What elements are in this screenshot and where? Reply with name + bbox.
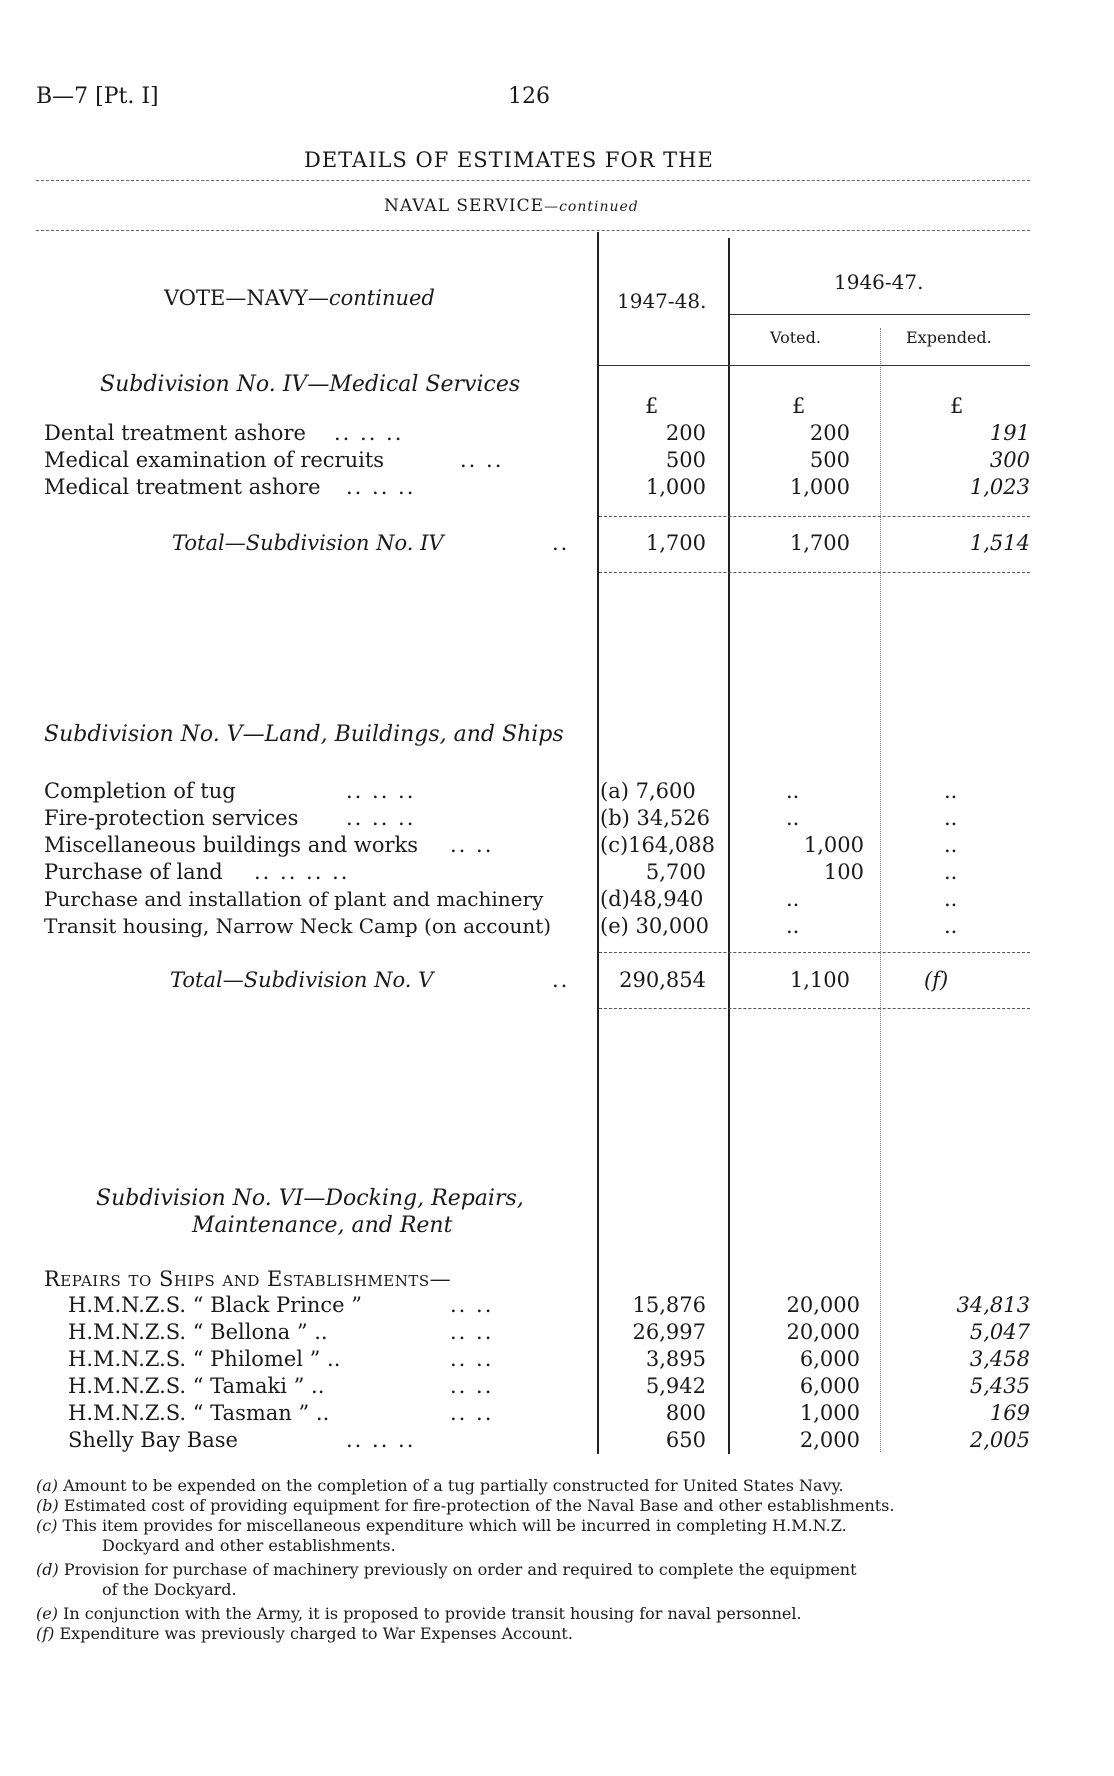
currency-voted: £ [792,394,806,418]
column-rule-expended [880,328,881,1452]
value-1947: 200 [665,421,706,445]
value-1947: 3,895 [645,1347,706,1371]
value-expended: 300 [989,448,1030,472]
row-label: Dental treatment ashore [44,421,306,445]
row-label: Transit housing, Narrow Neck Camp (on account) [44,914,552,938]
title-rule [36,180,1030,181]
value-1947: 800 [665,1401,706,1425]
subtitle-rule [36,230,1030,231]
value-1947: 500 [665,448,706,472]
sub5-heading: Subdivision No. V—Land, Buildings, and Ships [44,722,564,747]
value-expended: 34,813 [956,1293,1030,1317]
total-voted: 1,100 [789,968,850,992]
row-label: Shelly Bay Base [68,1428,238,1452]
value-voted: .. [786,779,800,803]
value-voted: 1,000 [803,833,864,857]
row-leader: .. .. .. [346,806,416,830]
value-expended: .. [944,806,958,830]
footnote-a: (a) Amount to be expended on the completion of a tug partially constructed for United States Navy. [36,1476,844,1495]
footnote-c-cont: Dockyard and other establishments. [102,1536,396,1555]
row-label: Completion of tug [44,779,236,803]
row-label: Purchase of land [44,860,223,884]
value-1947: 5,700 [645,860,706,884]
row-label: Purchase and installation of plant and machinery [44,887,544,911]
value-1947: (d)48,940 [600,887,704,911]
row-leader: .. [552,531,570,555]
total-label: Total—Subdivision No. IV [172,531,444,555]
row-leader: .. .. [450,1401,494,1425]
col-heading-expended: Expended. [906,328,992,347]
value-1947: (a) 7,600 [600,779,696,803]
value-voted: .. [786,806,800,830]
value-voted: 2,000 [799,1428,860,1452]
row-leader: .. .. [460,448,504,472]
footnote-f: (f) Expenditure was previously charged to War Expenses Account. [36,1624,573,1643]
value-expended: 3,458 [969,1347,1030,1371]
value-1947: 1,000 [645,475,706,499]
row-leader: .. .. .. [334,421,404,445]
row-leader: .. .. .. [346,1428,416,1452]
currency-1947: £ [645,394,659,418]
total-label: Total—Subdivision No. V [170,968,434,992]
row-leader: .. .. [450,1374,494,1398]
value-1947: 26,997 [632,1320,706,1344]
header-rule-1946 [730,314,1030,315]
value-1947: 5,942 [645,1374,706,1398]
value-voted: 1,000 [799,1401,860,1425]
header-rule [599,365,1030,366]
row-label: H.M.N.Z.S. “ Philomel ” .. [68,1347,341,1371]
total-1947: 1,700 [645,531,706,555]
row-label: Medical treatment ashore [44,475,321,499]
vote-heading: VOTE—NAVY—continued [164,286,435,310]
value-1947: (c)164,088 [600,833,715,857]
value-1947: 650 [665,1428,706,1452]
value-voted: .. [786,914,800,938]
value-voted: 20,000 [786,1293,860,1317]
value-voted: .. [786,887,800,911]
page-number: 126 [508,84,550,109]
footnote-b: (b) Estimated cost of providing equipment for fire-protection of the Naval Base and other establishments. [36,1496,895,1515]
value-1947: 15,876 [632,1293,706,1317]
value-expended: 5,435 [969,1374,1030,1398]
footnote-d-cont: of the Dockyard. [102,1580,237,1599]
sub5-total-rule [599,952,1030,953]
value-1947: (b) 34,526 [600,806,710,830]
value-expended: .. [944,860,958,884]
column-rule-1947 [597,232,599,1454]
sub5-end-rule [599,1008,1030,1009]
value-expended: 1,023 [969,475,1030,499]
col-heading-voted: Voted. [770,328,821,347]
row-leader: .. .. .. .. [254,860,350,884]
row-leader: .. .. [450,833,494,857]
row-label: H.M.N.Z.S. “ Tamaki ” .. [68,1374,325,1398]
row-leader: .. .. [450,1293,494,1317]
col-heading-1947: 1947-48. [617,289,707,313]
value-voted: 20,000 [786,1320,860,1344]
sub4-heading: Subdivision No. IV—Medical Services [100,372,521,397]
page-title: DETAILS OF ESTIMATES FOR THE [304,148,714,172]
row-label: Miscellaneous buildings and works [44,833,419,857]
value-expended: 2,005 [969,1428,1030,1452]
sub6-heading-line2: Maintenance, and Rent [192,1213,453,1238]
sub4-end-rule [599,572,1030,573]
value-voted: 100 [823,860,864,884]
currency-expended: £ [950,394,964,418]
value-expended: 5,047 [969,1320,1030,1344]
row-label: H.M.N.Z.S. “ Black Prince ” [68,1293,363,1317]
sub6-group-label: Repairs to Ships and Establishments— [44,1267,452,1291]
row-label: Medical examination of recruits [44,448,385,472]
row-label: H.M.N.Z.S. “ Tasman ” .. [68,1401,330,1425]
value-expended: .. [944,887,958,911]
row-leader: .. [552,968,570,992]
value-expended: .. [944,914,958,938]
page-subtitle: NAVAL SERVICE—continued [384,196,639,216]
sub4-total-rule [599,516,1030,517]
footnote-c: (c) This item provides for miscellaneous expenditure which will be incurred in completing H.M.N.Z. [36,1516,847,1535]
col-heading-1946: 1946-47. [834,270,924,294]
value-voted: 6,000 [799,1374,860,1398]
value-expended: .. [944,779,958,803]
sub6-heading-line1: Subdivision No. VI—Docking, Repairs, [96,1186,524,1211]
value-voted: 1,000 [789,475,850,499]
value-expended: 191 [989,421,1030,445]
footnote-e: (e) In conjunction with the Army, it is proposed to provide transit housing for naval personnel. [36,1604,802,1623]
row-leader: .. .. .. [346,475,416,499]
total-1947: 290,854 [619,968,706,992]
footnote-d: (d) Provision for purchase of machinery previously on order and required to complete the equipment [36,1560,857,1579]
value-1947: (e) 30,000 [600,914,709,938]
row-leader: .. .. [450,1320,494,1344]
row-leader: .. .. .. [346,779,416,803]
value-expended: 169 [989,1401,1030,1425]
total-voted: 1,700 [789,531,850,555]
value-voted: 500 [809,448,850,472]
total-expended: (f) [924,968,949,992]
total-expended: 1,514 [969,531,1030,555]
row-leader: .. .. [450,1347,494,1371]
row-label: H.M.N.Z.S. “ Bellona ” .. [68,1320,328,1344]
column-rule-voted [728,238,730,1454]
value-expended: .. [944,833,958,857]
value-voted: 6,000 [799,1347,860,1371]
value-voted: 200 [809,421,850,445]
row-label: Fire-protection services [44,806,299,830]
page-reference: B—7 [Pt. I] [36,84,159,109]
